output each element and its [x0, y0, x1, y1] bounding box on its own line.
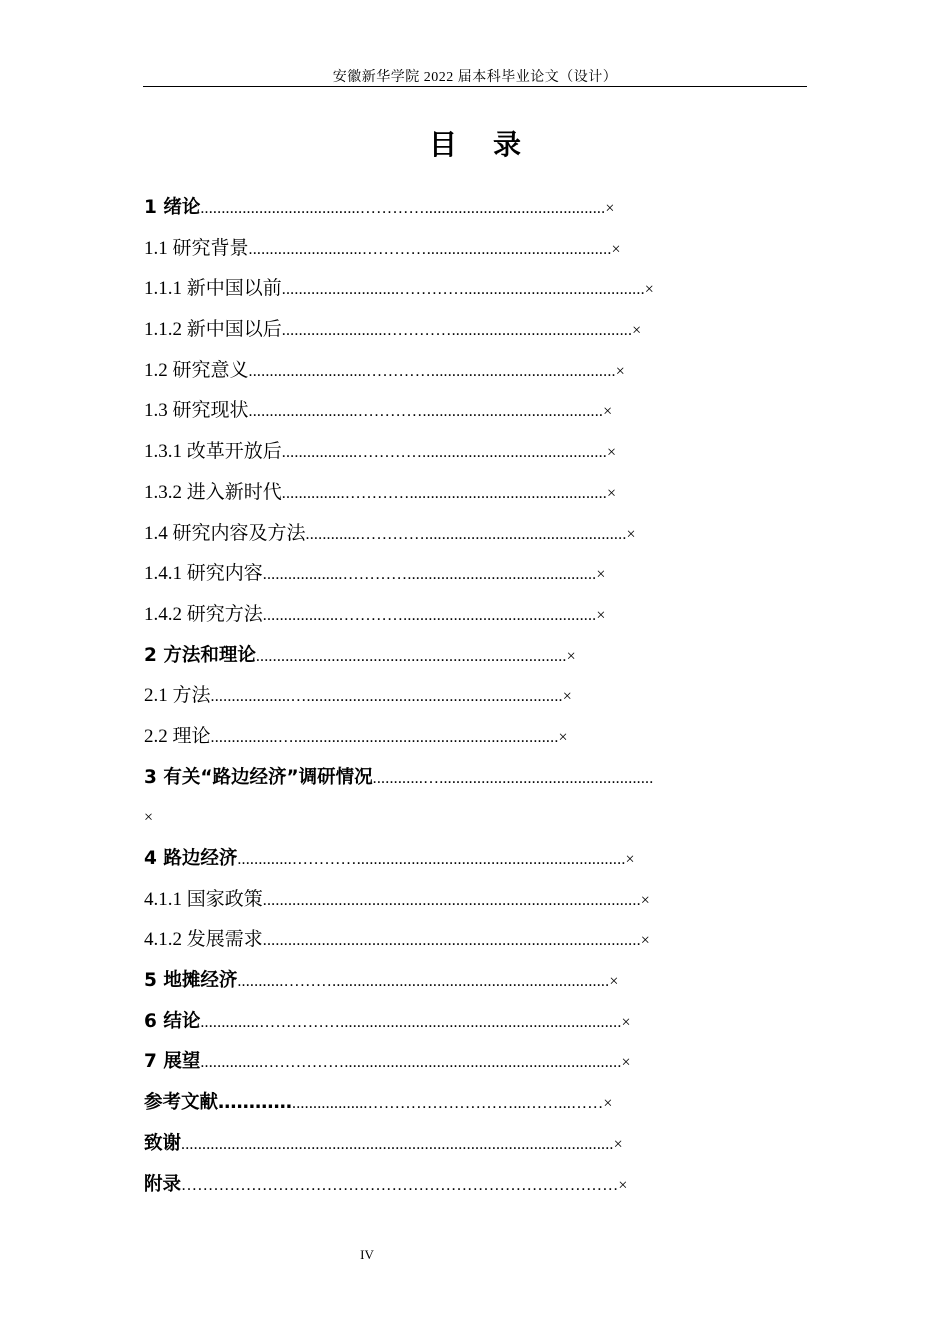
toc-entry-page: ×	[640, 891, 650, 909]
toc-dot-leader: ..............……………...................................................................	[200, 1013, 622, 1031]
toc-dot-leader: ..........................................................................	[255, 647, 567, 665]
toc-dot-leader: ..........................................................................................	[262, 891, 641, 909]
toc-entry-page-line	[144, 798, 808, 839]
toc-dot-leader: .........................…………...........................................	[281, 322, 633, 340]
toc-entry-page: ×	[606, 444, 616, 462]
toc-dot-leader: ............................…………............................................	[248, 362, 616, 380]
toc-dot-leader: ............................…………...........................................	[281, 281, 645, 299]
toc-dot-leader: .............…………................................................	[305, 525, 627, 543]
toc-entry-page: ×	[644, 281, 654, 299]
toc-entry[interactable]	[144, 473, 808, 514]
toc-entry-label: 1.2 研究意义	[144, 359, 249, 381]
toc-title: 目录	[428, 128, 557, 161]
toc-dot-leader: ................…...............................................................	[210, 728, 559, 746]
toc-entry[interactable]	[144, 432, 808, 473]
toc-entry-page: ×	[596, 566, 606, 584]
toc-entry[interactable]	[144, 1165, 808, 1206]
toc-entry-page: ×	[625, 851, 635, 868]
toc-entry[interactable]	[144, 758, 808, 799]
toc-dot-leader: ..................…………............................................	[281, 444, 607, 462]
toc-entry-page: ×	[640, 932, 650, 950]
page-number: IV	[360, 1247, 374, 1262]
toc-entry-label: 1.1.2 新中国以后	[144, 319, 282, 341]
toc-entry-label: 4.1.2 发展需求	[144, 929, 263, 951]
toc-entry[interactable]	[144, 595, 808, 636]
toc-entry-label: 1.1 研究背景	[144, 237, 249, 259]
header-rule	[143, 86, 807, 87]
toc-entry-label: 参考文献…………	[144, 1092, 293, 1114]
toc-entry-page: ×	[603, 403, 613, 421]
toc-entry[interactable]	[144, 636, 808, 677]
toc-entry[interactable]	[144, 514, 808, 555]
toc-entry-label: 2.2 理论	[144, 725, 211, 747]
toc-entry-label: 4 路边经济	[144, 848, 238, 869]
toc-entry-page: ×	[606, 484, 616, 502]
running-header: 安徽新华学院 2022 届本科毕业论文（设计）	[332, 70, 618, 85]
toc-dot-leader: ............…...................................................	[372, 769, 654, 787]
toc-dot-leader: ...................….............................................................	[210, 688, 563, 706]
toc-entry-label: 1.4.2 研究方法	[144, 603, 263, 625]
toc-entry-label: 3 有关“路边经济”调研情况	[144, 766, 373, 788]
toc-dot-leader: ..........................................................................................	[262, 932, 641, 950]
toc-entry-page: ×	[144, 809, 154, 827]
toc-entry[interactable]	[144, 269, 808, 310]
toc-dot-leader: ………………………………………………………………………	[181, 1176, 619, 1194]
toc-entry[interactable]	[144, 310, 808, 351]
toc-entry-page: ×	[618, 1176, 628, 1194]
toc-entry-label: 4.1.1 国家政策	[144, 888, 263, 910]
toc-entry-page: ×	[562, 688, 572, 706]
toc-entry-page: ×	[615, 362, 625, 380]
toc-entry-label: 1 绪论	[144, 197, 201, 218]
toc-dot-leader: ...............…………...............................................	[281, 484, 607, 502]
toc-entry[interactable]	[144, 229, 808, 270]
toc-dot-leader: ..................………………………...……...……	[292, 1095, 604, 1113]
toc-entry[interactable]	[144, 676, 808, 717]
toc-entry[interactable]	[144, 1124, 808, 1165]
toc-entry-page: ×	[613, 1135, 623, 1153]
toc-dot-leader: ...........………..................................................................	[237, 973, 610, 991]
toc-dot-leader: ...............……………..................................................................	[200, 1054, 622, 1072]
toc-dot-leader: ..................…………..............................................	[262, 606, 597, 624]
toc-entry[interactable]	[144, 920, 808, 961]
toc-entry[interactable]	[144, 391, 808, 432]
toc-dot-leader: .......................................................................................................	[181, 1135, 614, 1153]
toc-entry[interactable]	[144, 839, 808, 880]
toc-entry-page: ×	[611, 240, 621, 258]
toc-entry-page: ×	[558, 728, 568, 746]
toc-entry-label: 2.1 方法	[144, 685, 211, 707]
toc-entry-label: 附录	[144, 1173, 182, 1195]
toc-entry[interactable]	[144, 554, 808, 595]
toc-dot-leader: ......................................…………...........................................	[200, 200, 606, 217]
toc-entry-label: 1.3.2 进入新时代	[144, 481, 282, 503]
toc-entry-label: 致谢	[144, 1132, 182, 1154]
toc-entry[interactable]	[144, 1083, 808, 1124]
toc-entry-label: 2 方法和理论	[144, 644, 256, 666]
table-of-contents	[144, 188, 808, 1205]
toc-entry[interactable]	[144, 880, 808, 921]
toc-entry-page: ×	[621, 1013, 631, 1031]
toc-entry-page: ×	[621, 1054, 631, 1072]
toc-dot-leader: ...........................…………............................................	[248, 240, 612, 258]
toc-dot-leader: .............…………................................................................	[237, 851, 626, 868]
toc-entry-page: ×	[566, 647, 576, 665]
toc-entry[interactable]	[144, 351, 808, 392]
toc-entry-label: 7 展望	[144, 1051, 201, 1073]
toc-entry[interactable]	[144, 188, 808, 229]
toc-entry[interactable]	[144, 1002, 808, 1043]
toc-entry[interactable]	[144, 717, 808, 758]
toc-entry[interactable]	[144, 961, 808, 1002]
toc-entry-page: ×	[626, 525, 636, 543]
toc-entry-label: 5 地摊经济	[144, 970, 238, 992]
toc-dot-leader: ...................………….............................................	[262, 566, 597, 584]
toc-entry-label: 1.3.1 改革开放后	[144, 441, 282, 463]
toc-entry-page: ×	[605, 200, 615, 217]
toc-entry-label: 6 结论	[144, 1010, 201, 1032]
toc-entry-page: ×	[632, 322, 642, 340]
toc-entry-label: 1.1.1 新中国以前	[144, 278, 282, 300]
toc-entry[interactable]	[144, 1042, 808, 1083]
toc-entry-label: 1.3 研究现状	[144, 400, 249, 422]
toc-dot-leader: ..........................…………...........................................	[248, 403, 604, 421]
toc-entry-page: ×	[596, 606, 606, 624]
toc-entry-label: 1.4 研究内容及方法	[144, 522, 306, 544]
toc-entry-page: ×	[609, 973, 619, 991]
toc-entry-page: ×	[603, 1095, 613, 1113]
toc-entry-label: 1.4.1 研究内容	[144, 563, 263, 585]
